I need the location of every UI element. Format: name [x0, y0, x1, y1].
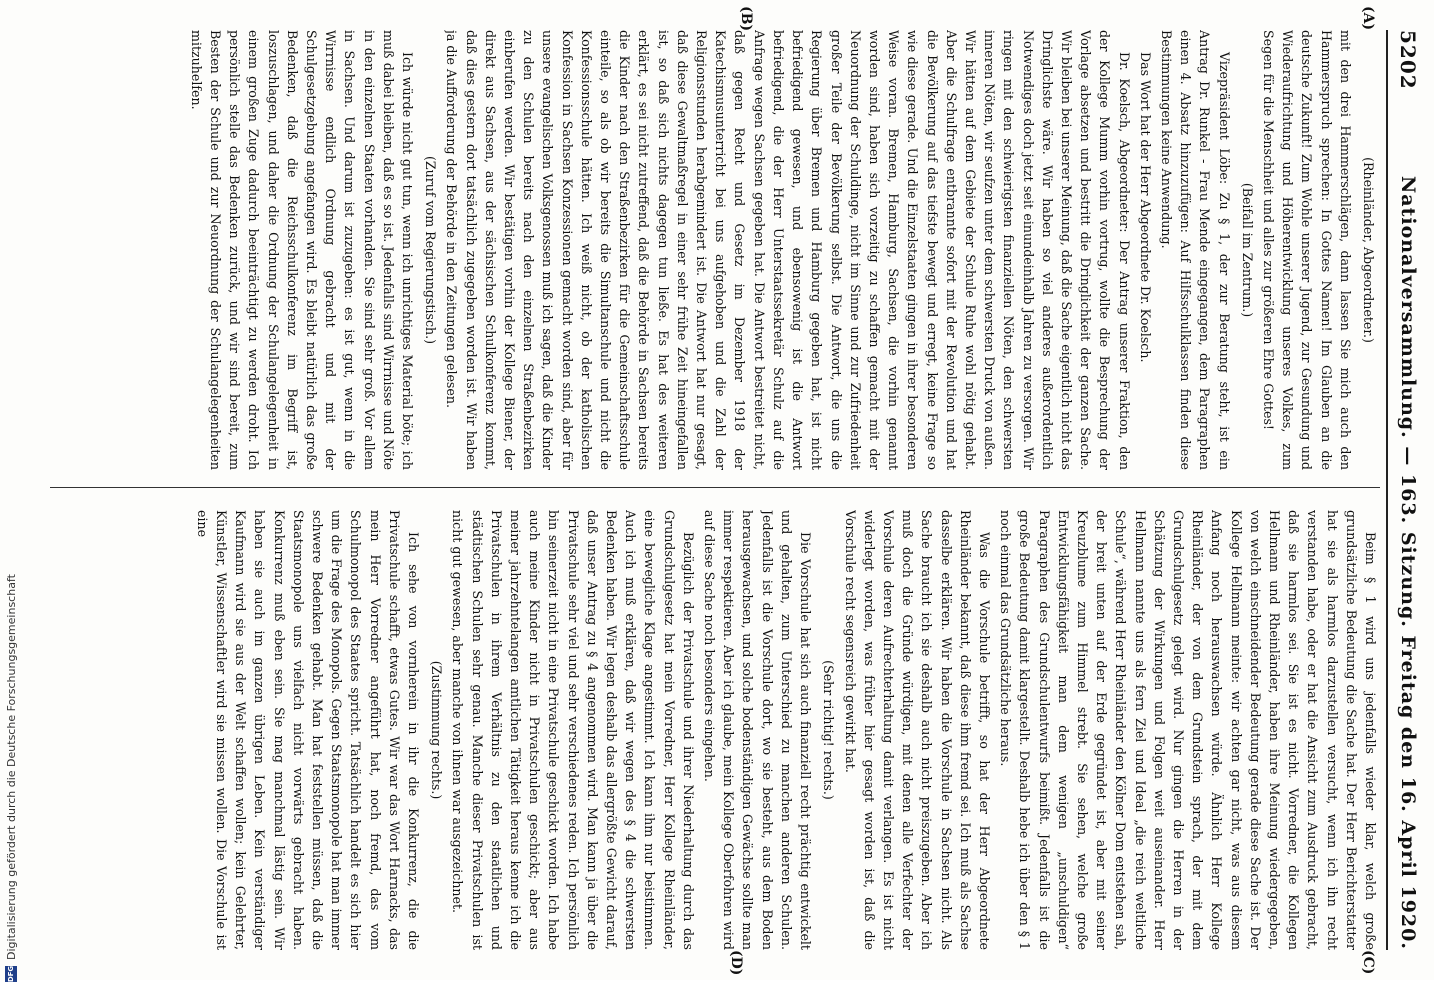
- paragraph: Was die Vorschule betrifft, so hat der Herr Abgeordnete Rheinländer bekannt, daß diese ihm fremd sei. Ich muß als Sachse dasselbe erklären. Wir haben die Vorschule in Sachsen nicht. Als Sache braucht ich sie deshalb auch nicht preiszugeben. Aber ich muß doch die Gründe würdigen, mit denen alle Verfechter der Vorschule deren Aufrechterhaltung damit verlangen. Es ist nicht widerlegt worden, was früher hier gesagt worden ist, daß die Vorschule recht segensreich gewirkt hat.: [842, 510, 992, 950]
- right-column: [20, 510, 1380, 950]
- applause-note: (Beifall im Zentrum.): [1239, 182, 1255, 318]
- page-header: [1388, 30, 1428, 950]
- interjection-note: (Zustimmung rechts.): [429, 660, 445, 800]
- page-number: 5202: [1396, 30, 1420, 90]
- interjection-note: (Sehr richtig! rechts.): [821, 660, 837, 800]
- margin-marker-d: (D): [728, 950, 744, 976]
- column-divider: [50, 487, 1380, 488]
- paragraph: Vizepräsident Löbe: Zu § 1, der zur Beratung steht, ist ein Antrag Dr. Runkel - Frau Mende eingegangen, dem Paragraphen einen 4. Absatz hinzuzufügen: Auf Hilfsschulklassen finden diese Bestimmungen keine Anwendung.: [1158, 30, 1232, 470]
- left-column: [20, 30, 1380, 470]
- header-rule: [1386, 30, 1388, 950]
- paragraph: Dr. Koelsch, Abgeordneter: Der Antrag unserer Fraktion, den der Kollege Mumm vorhin vortrug, wollte die Besprechung der Vorlage absetzen und bestritt die Dringlichkeit der ganzen Sache. Wir bleiben bei unserer Meinung, daß die Sache eigentlich nicht das Dringlichste wäre. Wir haben so viel anderes außerordentlich Notwendiges doch jetzt seit einundeinhalb Jahren zu versorgen. Wir ringen mit den schwierigsten finanziellen Nöten, den schwersten inneren Nöten, wir seufzen unter dem schwersten Druck von außen. Wir hätten auf dem Gebiete der Schule Ruhe wohl nötig gehabt. Aber die Schulfrage entbrannte sofort mit der Revolution und hat die Bevölkerung auf das tiefste bewegt und erregt, keine Frage so wie diese gerade. Und die Einzelstaaten gingen in ihrer besonderen Weise voran. Bremen, Hamburg, Sachsen, die vorhin genannt worden sind, haben sich vorzeitig zu schaffen gemacht mit der Neuordnung der Schuldinge, nicht im Sinne und zur Zufriedenheit großer Teile der Bevölkerung selbst. Die Antwort, die uns die Regierung über Bremen und Hamburg gegeben hat, ist nicht befriedigend gewesen, und ebensowenig ist die Antwort befriedigend, die der Herr Unterstaatssekretär Schulz auf die Anfrage wegen Sachsen gegeben hat. Die Antwort bestreitet nicht, daß gegen Recht und Gesetz im Dezember 1918 der Katechismusunterricht bei uns aufgehoben und die Zahl der Religionsstunden herabgemindert ist. Die Antwort hat nur gesagt, daß diese Gewaltmaßregel in einer sehr frühe Zeit hineingefallen ist, so daß sich nichts dagegen tun ließe. Es hat des weiteren erklärt, es sei nicht zutreffend, daß die Behörde in Sachsen bereits die Kinder nach den Straßenbezirken für die Gemeinschaftsschule einteile, so als ob wir bereits die Simultanschule und nicht die Konfessionsschule hätten. Ich weiß nicht, ob der katholischen Konfession in Sachsen Konzessionen gemacht worden sind, aber für unsere evangelischen Volksgenossen muß ich sagen, daß die Kinder zu den Schulen bereits nach den einzelnen Straßenbezirken einberufen werden. Wir bestätigen vorhin der Kollege Biener, der direkt aus Sachsen, aus der sächsischen Schulkonferenz kommt, daß dies gestern dort tatsächlich zugegeben worden ist. Wir haben ja die Aufforderung der Behörde in den Zeitungen gelesen.: [444, 30, 1132, 470]
- paragraph: Bezüglich der Privatschule und ihrer Niederhaltung durch das Grundschulgesetz hat mein Vorredner, Herr Kollege Rheinländer, eine bewegliche Klage angestimmt. Ich kann ihm nur beistimmen. Auch ich muß erklären, daß wir wegen des § 4 die schwersten Bedenken haben. Wir legen deshalb das allergrößte Gewicht darauf, daß unser Antrag zu § 4 angenommen wird. Man kann ja über die Privatschule sehr viel und sehr verschiedenes reden. Ich persönlich bin seinerzeit nicht in eine Privatschule geschickt worden. Ich habe auch meine Kinder nicht in Privatschulen geschickt; aber aus meiner jahrzehntelangen amtlichen Tätigkeit heraus kenne ich die Privatschulen in ihrem Verhältnis zu den staatlichen und städtischen Schulen sehr genau. Manche dieser Privatschulen ist nicht gut gewesen, aber manche von ihnen war ausgezeichnet.: [450, 510, 696, 950]
- speaker-continuation: (Rheinländer, Abgeordneter.): [1361, 157, 1376, 343]
- digitization-credit: [0, 0, 22, 1000]
- paragraph: Ich sehe von vornherein in ihr die Konkurrenz, die die Privatschule schafft, etwas Gutes. Wir war das Wort Harnacks, das mein Herr Vorredner angeführt hat, noch fremd, das vom Schulmonopol des Staates spricht. Tatsächlich handelt es sich hier um die Frage des Monopols. Gegen Staatsmonopole hat man immer schwere Bedenken gehabt. Man hat feststellen müssen, daß die Staatsmonopole uns vielfach nicht vorwärts gebracht haben. Konkurrenz muß eben sein. Sie mag manchmal lästig sein. Wir haben sie auch im ganzen übrigen Leben. Kein verständiger Kaufmann wird sie aus der Welt schaffen wollen; kein Gelehrter, Künstler, Wissenschaftler wird sie missen wollen. Die Vorschule ist eine: [194, 510, 422, 950]
- margin-marker-b: (B): [738, 6, 754, 32]
- paragraph: Beim § 1 wird uns jedenfalls wieder klar, welch große grundsätzliche Bedeutung die Sache hat. Der Herr Berichterstatter hat sie als harmlos darzustellen versucht, wenn ich ihn recht verstanden habe, oder er hat die Ansicht zum Ausdruck gebracht, daß sie harmlos sei. Sie ist es nicht. Vorredner, die Kollegen Hellmann und Rheinländer, haben ihre Meinung wiedergegeben, von welch einschneidender Bedeutung gerade diese Sache ist. Der Kollege Hellmann meinte: wir achten gar nicht, was aus diesem Anfang noch herauswachsen würde. Ähnlich Herr Kollege Rheinländer, der von dem Grundstein sprach, der mit dem Grundschulgesetz gelegt wird. Nur gingen die Herren in der Schätzung der Wirkungen und Folgen weit auseinander. Herr Hellmann nannte uns als fern Ziel und Ideal „die reich weltliche Schule“, während Herr Rheinländer den Kölner Dom entstehen sah, der breit unten auf der Erde gegründet ist, aber mit seiner Kreuzblume zum Himmel strebt. Sie sehen, welche große Entwicklungsfähigkeit man dem wenigen „unschuldigen“ Paragraphen des Grundschulentwurfs beimißt. Jedenfalls ist die große Bedeutung damit klargestellt. Deshalb hebe ich über den § 1 noch einmal das Grundsätzliche heraus.: [998, 510, 1378, 950]
- margin-marker-a: (A): [1360, 6, 1376, 31]
- page-title: Nationalversammlung. — 163. Sitzung. Freitag den 16. April 1920.: [1397, 175, 1419, 950]
- paragraph: mit den drei Hammerschlägen, dann lassen Sie mich auch den Hammerspruch sprechen: In Gottes Namen! Im Glauben an die deutsche Zukunft! Zum Wohle unserer Jugend, zur Gesundung und Wiederaufrichtung und Höherentwicklung unseres Volkes, zum Segen für die Menschheit und alles zur größeren Ehre Gottes!: [1260, 30, 1353, 470]
- margin-marker-c: (C): [1360, 950, 1376, 975]
- credit-text: Digitalisierung gefördert durch die Deutsche Forschungsgemeinschaft: [4, 574, 18, 960]
- paragraph: Das Wort hat der Herr Abgeordnete Dr. Koelsch.: [1137, 52, 1153, 363]
- dfg-logo: DFG: [7, 965, 15, 983]
- interjection-note: (Zuruf vom Regierungstisch.): [423, 155, 439, 345]
- paragraph: Die Vorschule hat sich auch finanziell recht prächtig entwickelt und gehalten, zum Unterschied zu manchen anderen Schulen. Jedenfalls ist die Vorschule dort, wo sie besteht, aus dem Boden herausgewachsen, und solche bodenständigen Gewächse sollte man immer respektieren. Aber ich glaube, mein Kollege Oberfohren wird auf diese Sache noch besonders eingehen.: [702, 510, 814, 950]
- paragraph: Ich würde nicht gut tun, wenn ich unrichtiges Material böte; ich muß dabei bleiben, daß es so ist. Jedenfalls sind Wirrnisse und Nöte in den einzelnen Staaten vorhanden. Sie sind sehr groß. Vor allem in Sachsen. Und darum ist zuzugeben: es ist gut, wenn in die Wirrnisse endlich Ordnung gebracht und mit der Schulgesetzgebung angefangen wird. Es bleibt natürlich das große Bedenken, daß die Reichsschulkonferenz im Begriff ist, loszuschlagen, und daher die Ordnung der Schulangelegenheit in einem großen Zuge dadurch beeinträchtigt zu werden droht. Ich persönlich stelle das Bedenken zurück, und wir sind bereit, zum Besten der Schule und zur Neuordnung der Schulangelegenheiten mitzuhelfen.: [188, 30, 416, 470]
